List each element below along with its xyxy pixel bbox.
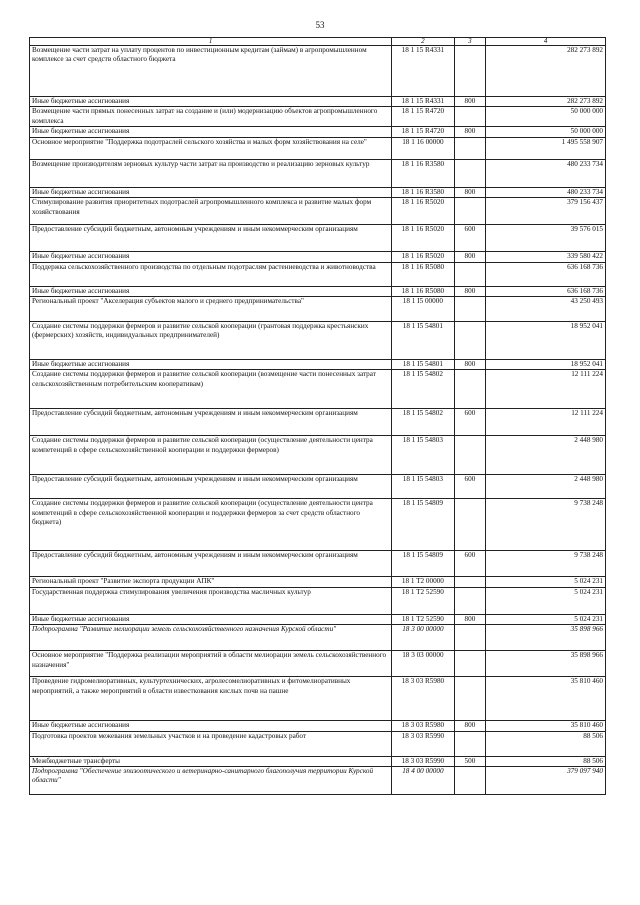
table-row — [30, 614, 606, 624]
row-kind-cell: 800 — [454, 286, 486, 296]
table-row — [30, 97, 606, 107]
row-name-cell: Создание системы поддержки фермеров и развитие сельской кооперации (грантовая поддержка крестьянских (фермерских) хозяйств, индивидуальных предпринимателей) — [30, 322, 392, 360]
row-amount-cell: 18 952 041 — [486, 322, 606, 360]
row-name-cell: Предоставление субсидий бюджетным, автономным учреждениям и иным некоммерческим организациям — [30, 409, 392, 436]
row-code-cell: 18 1 T2 52590 — [392, 614, 454, 624]
row-code-cell: 18 3 03 00000 — [392, 651, 454, 677]
row-amount-cell: 35 898 966 — [486, 651, 606, 677]
row-name-cell: Межбюджетные трансферты — [30, 756, 392, 766]
table-row — [30, 651, 606, 677]
row-code-cell: 18 1 I5 54801 — [392, 322, 454, 360]
row-amount-cell: 636 168 736 — [486, 262, 606, 286]
row-name-cell: Подпрограмма "Развитие мелиорации земель сельскохозяйственного назначения Курской области" — [30, 625, 392, 651]
row-kind-cell — [454, 767, 486, 795]
row-kind-cell — [454, 677, 486, 721]
table-row — [30, 137, 606, 159]
row-amount-cell: 88 506 — [486, 756, 606, 766]
row-name-cell: Создание системы поддержки фермеров и развитие сельской кооперации (осуществление деятельности центра компетенций в сфере сельскохозяйственной кооперации и поддержки фермеров) — [30, 436, 392, 475]
budget-table — [29, 37, 606, 795]
row-code-cell: 18 1 16 R3580 — [392, 159, 454, 187]
row-code-cell: 18 4 00 00000 — [392, 767, 454, 795]
row-kind-cell — [454, 322, 486, 360]
row-kind-cell — [454, 137, 486, 159]
row-amount-cell: 282 273 892 — [486, 46, 606, 97]
row-code-cell: 18 1 16 R5020 — [392, 198, 454, 225]
row-code-cell: 18 1 15 R4720 — [392, 127, 454, 137]
table-row — [30, 107, 606, 127]
row-name-cell: Возмещение части затрат на уплату процентов по инвестиционным кредитам (займам) в агропромышленном комплексе за счет средств областного бюджета — [30, 46, 392, 97]
row-amount-cell: 88 506 — [486, 731, 606, 756]
row-code-cell: 18 1 T2 00000 — [392, 577, 454, 587]
row-name-cell: Иные бюджетные ассигнования — [30, 252, 392, 262]
row-code-cell: 18 1 I5 54809 — [392, 499, 454, 551]
row-kind-cell: 800 — [454, 252, 486, 262]
row-kind-cell — [454, 436, 486, 475]
row-code-cell: 18 3 03 R5980 — [392, 721, 454, 731]
row-name-cell: Создание системы поддержки фермеров и развитие сельской кооперации (возмещение части понесенных затрат сельскохозяйственным потребительским кооперативам) — [30, 370, 392, 409]
table-row — [30, 262, 606, 286]
row-amount-cell: 39 576 015 — [486, 225, 606, 252]
table-row — [30, 756, 606, 766]
table-row — [30, 159, 606, 187]
table-row — [30, 360, 606, 370]
table-row — [30, 475, 606, 499]
row-amount-cell: 12 111 224 — [486, 409, 606, 436]
row-code-cell: 18 1 15 R4331 — [392, 97, 454, 107]
table-row — [30, 577, 606, 587]
table-header-row — [30, 38, 606, 46]
row-kind-cell — [454, 159, 486, 187]
row-name-cell: Государственная поддержка стимулирования увеличения производства масличных культур — [30, 587, 392, 614]
row-kind-cell: 600 — [454, 551, 486, 577]
row-name-cell: Поддержка сельскохозяйственного производства по отдельным подотраслям растениеводства и животноводства — [30, 262, 392, 286]
table-row — [30, 499, 606, 551]
row-kind-cell — [454, 370, 486, 409]
row-code-cell: 18 1 I5 54801 — [392, 360, 454, 370]
row-amount-cell: 282 273 892 — [486, 97, 606, 107]
row-amount-cell: 35 898 966 — [486, 625, 606, 651]
row-amount-cell: 35 810 460 — [486, 677, 606, 721]
row-amount-cell: 379 156 437 — [486, 198, 606, 225]
row-amount-cell: 50 000 000 — [486, 107, 606, 127]
table-row — [30, 286, 606, 296]
row-kind-cell: 600 — [454, 225, 486, 252]
row-amount-cell: 636 168 736 — [486, 286, 606, 296]
column-header: 2 — [392, 38, 454, 46]
row-code-cell: 18 1 16 00000 — [392, 137, 454, 159]
table-row — [30, 551, 606, 577]
row-kind-cell: 800 — [454, 360, 486, 370]
row-code-cell: 18 3 03 R5990 — [392, 756, 454, 766]
row-amount-cell: 50 000 000 — [486, 127, 606, 137]
row-amount-cell: 480 233 734 — [486, 187, 606, 197]
row-kind-cell — [454, 625, 486, 651]
row-amount-cell: 339 580 422 — [486, 252, 606, 262]
row-name-cell: Создание системы поддержки фермеров и развитие сельской кооперации (осуществление деятельности центра компетенций в сфере сельскохозяйственной кооперации и поддержки фермеров за счет средств областного бюджета) — [30, 499, 392, 551]
table-row — [30, 127, 606, 137]
row-code-cell: 18 1 I5 00000 — [392, 297, 454, 322]
row-name-cell: Иные бюджетные ассигнования — [30, 360, 392, 370]
table-row — [30, 370, 606, 409]
table-row — [30, 625, 606, 651]
row-amount-cell: 1 495 558 907 — [486, 137, 606, 159]
row-kind-cell — [454, 731, 486, 756]
row-code-cell: 18 1 I5 54802 — [392, 409, 454, 436]
table-row — [30, 46, 606, 97]
row-name-cell: Возмещение производителям зерновых культур части затрат на производство и реализацию зерновых культур — [30, 159, 392, 187]
row-name-cell: Региональный проект "Развитие экспорта продукции АПК" — [30, 577, 392, 587]
row-name-cell: Иные бюджетные ассигнования — [30, 286, 392, 296]
table-row — [30, 187, 606, 197]
row-kind-cell — [454, 587, 486, 614]
column-header: 1 — [30, 38, 392, 46]
row-amount-cell: 18 952 041 — [486, 360, 606, 370]
table-row — [30, 252, 606, 262]
table-row — [30, 731, 606, 756]
row-name-cell: Иные бюджетные ассигнования — [30, 127, 392, 137]
row-code-cell: 18 1 15 R4720 — [392, 107, 454, 127]
row-name-cell: Предоставление субсидий бюджетным, автономным учреждениям и иным некоммерческим организациям — [30, 475, 392, 499]
table-row — [30, 409, 606, 436]
row-name-cell: Стимулирование развития приоритетных подотраслей агропромышленного комплекса и развитие малых форм хозяйствования — [30, 198, 392, 225]
row-code-cell: 18 3 00 00000 — [392, 625, 454, 651]
page-number: 53 — [315, 20, 325, 30]
row-kind-cell: 500 — [454, 756, 486, 766]
row-amount-cell: 379 097 940 — [486, 767, 606, 795]
table-row — [30, 767, 606, 795]
row-name-cell: Иные бюджетные ассигнования — [30, 721, 392, 731]
row-name-cell: Подготовка проектов межевания земельных участков и на проведение кадастровых работ — [30, 731, 392, 756]
row-amount-cell: 5 024 231 — [486, 614, 606, 624]
row-name-cell: Проведение гидромелиоративных, культуртехнических, агролесомелиоративных и фитомелиоративных мероприятий, а также мероприятий в области известкования кислых почв на пашне — [30, 677, 392, 721]
row-kind-cell — [454, 499, 486, 551]
row-name-cell: Подпрограмма "Обеспечение эпизоотического и ветеринарно-санитарного благополучия территории Курской области" — [30, 767, 392, 795]
row-name-cell: Основное мероприятие "Поддержка реализации мероприятий в области мелиорации земель сельскохозяйственного назначения" — [30, 651, 392, 677]
row-kind-cell: 600 — [454, 409, 486, 436]
row-code-cell: 18 1 16 R5020 — [392, 225, 454, 252]
row-code-cell: 18 3 03 R5990 — [392, 731, 454, 756]
row-name-cell: Региональный проект "Акселерация субъектов малого и среднего предпринимательства" — [30, 297, 392, 322]
row-kind-cell — [454, 651, 486, 677]
row-code-cell: 18 1 T2 52590 — [392, 587, 454, 614]
row-amount-cell: 5 024 231 — [486, 577, 606, 587]
table-row — [30, 225, 606, 252]
row-kind-cell — [454, 107, 486, 127]
row-kind-cell — [454, 46, 486, 97]
row-code-cell: 18 1 I5 54802 — [392, 370, 454, 409]
row-kind-cell — [454, 262, 486, 286]
row-amount-cell: 2 448 980 — [486, 436, 606, 475]
row-amount-cell: 2 448 980 — [486, 475, 606, 499]
table-row — [30, 322, 606, 360]
row-amount-cell: 12 111 224 — [486, 370, 606, 409]
row-amount-cell: 43 250 493 — [486, 297, 606, 322]
row-amount-cell: 9 738 248 — [486, 499, 606, 551]
table-row — [30, 436, 606, 475]
row-code-cell: 18 3 03 R5980 — [392, 677, 454, 721]
row-name-cell: Иные бюджетные ассигнования — [30, 97, 392, 107]
row-amount-cell: 480 233 734 — [486, 159, 606, 187]
row-kind-cell: 800 — [454, 187, 486, 197]
column-header: 4 — [486, 38, 606, 46]
row-kind-cell: 800 — [454, 127, 486, 137]
row-code-cell: 18 1 16 R5020 — [392, 252, 454, 262]
row-name-cell: Иные бюджетные ассигнования — [30, 187, 392, 197]
column-header: 3 — [454, 38, 486, 46]
row-kind-cell: 800 — [454, 614, 486, 624]
row-kind-cell — [454, 577, 486, 587]
table-row — [30, 587, 606, 614]
table-row — [30, 297, 606, 322]
row-code-cell: 18 1 I5 54809 — [392, 551, 454, 577]
row-kind-cell — [454, 198, 486, 225]
row-name-cell: Иные бюджетные ассигнования — [30, 614, 392, 624]
row-amount-cell: 5 024 231 — [486, 587, 606, 614]
row-name-cell: Возмещение части прямых понесенных затрат на создание и (или) модернизацию объектов агропромышленного комплекса — [30, 107, 392, 127]
row-code-cell: 18 1 15 R4331 — [392, 46, 454, 97]
row-name-cell: Предоставление субсидий бюджетным, автономным учреждениям и иным некоммерческим организациям — [30, 225, 392, 252]
row-kind-cell — [454, 297, 486, 322]
row-kind-cell: 800 — [454, 721, 486, 731]
row-code-cell: 18 1 16 R3580 — [392, 187, 454, 197]
row-code-cell: 18 1 16 R5080 — [392, 286, 454, 296]
row-name-cell: Основное мероприятие "Поддержка подотраслей сельского хозяйства и малых форм хозяйствования на селе" — [30, 137, 392, 159]
row-code-cell: 18 1 I5 54803 — [392, 475, 454, 499]
row-kind-cell: 800 — [454, 97, 486, 107]
row-kind-cell: 600 — [454, 475, 486, 499]
table-row — [30, 677, 606, 721]
row-amount-cell: 9 738 248 — [486, 551, 606, 577]
row-code-cell: 18 1 16 R5080 — [392, 262, 454, 286]
table-row — [30, 198, 606, 225]
row-name-cell: Предоставление субсидий бюджетным, автономным учреждениям и иным некоммерческим организациям — [30, 551, 392, 577]
row-amount-cell: 35 810 460 — [486, 721, 606, 731]
table-row — [30, 721, 606, 731]
row-code-cell: 18 1 I5 54803 — [392, 436, 454, 475]
